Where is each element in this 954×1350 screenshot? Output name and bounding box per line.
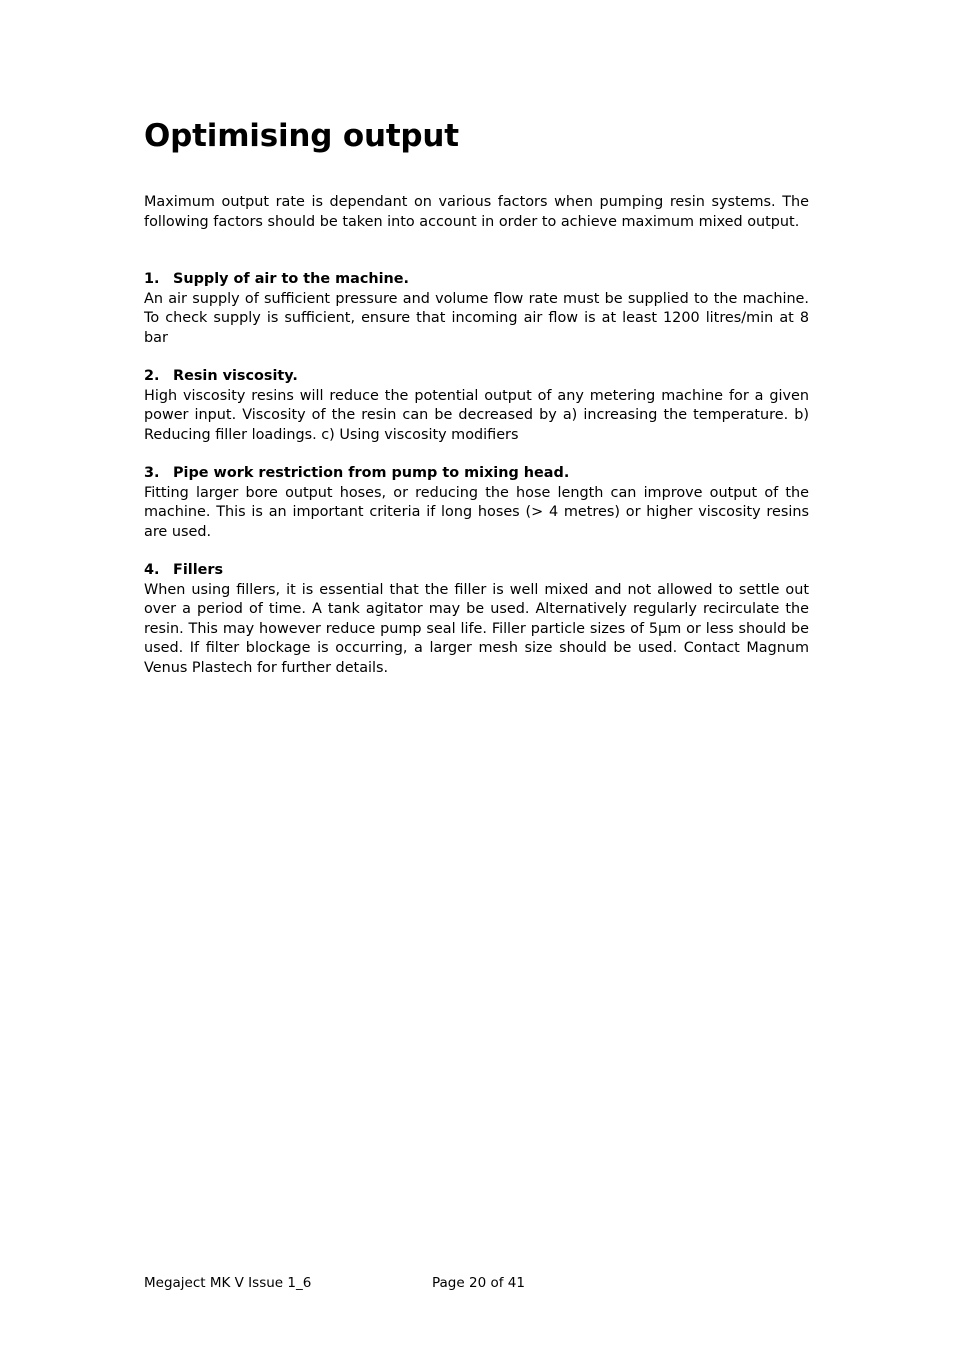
section-number: 1. (144, 271, 160, 287)
section-number: 4. (144, 562, 160, 578)
sections-list (144, 270, 809, 678)
section-body: Fitting larger bore output hoses, or reducing the hose length can improve output of the machine. This is an important criteria if long hoses (> 4 metres) or higher viscosity resins are used. (144, 484, 809, 540)
section-number: 2. (144, 368, 160, 384)
page-content (144, 116, 809, 697)
section-heading (144, 367, 809, 387)
section-body: High viscosity resins will reduce the potential output of any metering machine for a given power input. Viscosity of the resin can be decreased by a) increasing the temperature. b) Reducing filler loadings. c) Using viscosity modifiers (144, 387, 809, 443)
section-title: Pipe work restriction from pump to mixing head. (173, 465, 570, 481)
section-title: Resin viscosity. (173, 368, 298, 384)
section-heading (144, 464, 809, 484)
section-heading (144, 561, 809, 581)
section-air-supply (144, 270, 809, 348)
footer-document-id: Megaject MK V Issue 1_6 (144, 1275, 312, 1291)
intro-paragraph: Maximum output rate is dependant on various factors when pumping resin systems. The following factors should be taken into account in order to achieve maximum mixed output. (144, 194, 809, 230)
section-body: An air supply of sufficient pressure and volume flow rate must be supplied to the machine. To check supply is sufficient, ensure that incoming air flow is at least 1200 litres/min at 8 bar (144, 290, 809, 346)
section-pipe-work (144, 464, 809, 542)
page-title: Optimising output (144, 118, 459, 154)
section-number: 3. (144, 465, 160, 481)
section-title: Supply of air to the machine. (173, 271, 409, 287)
section-title: Fillers (173, 562, 224, 578)
footer-page-number: Page 20 of 41 (432, 1275, 525, 1291)
section-resin-viscosity (144, 367, 809, 445)
section-fillers (144, 561, 809, 678)
section-body: When using fillers, it is essential that the filler is well mixed and not allowed to settle out over a period of time. A tank agitator may be used. Alternatively regularly recirculate the resin. This may however reduce pump seal life. Filler particle sizes of 5μm or less should be used. If filter blockage is occurring, a larger mesh size should be used. Contact Magnum Venus Plastech for further details. (144, 581, 809, 676)
section-heading (144, 270, 809, 290)
